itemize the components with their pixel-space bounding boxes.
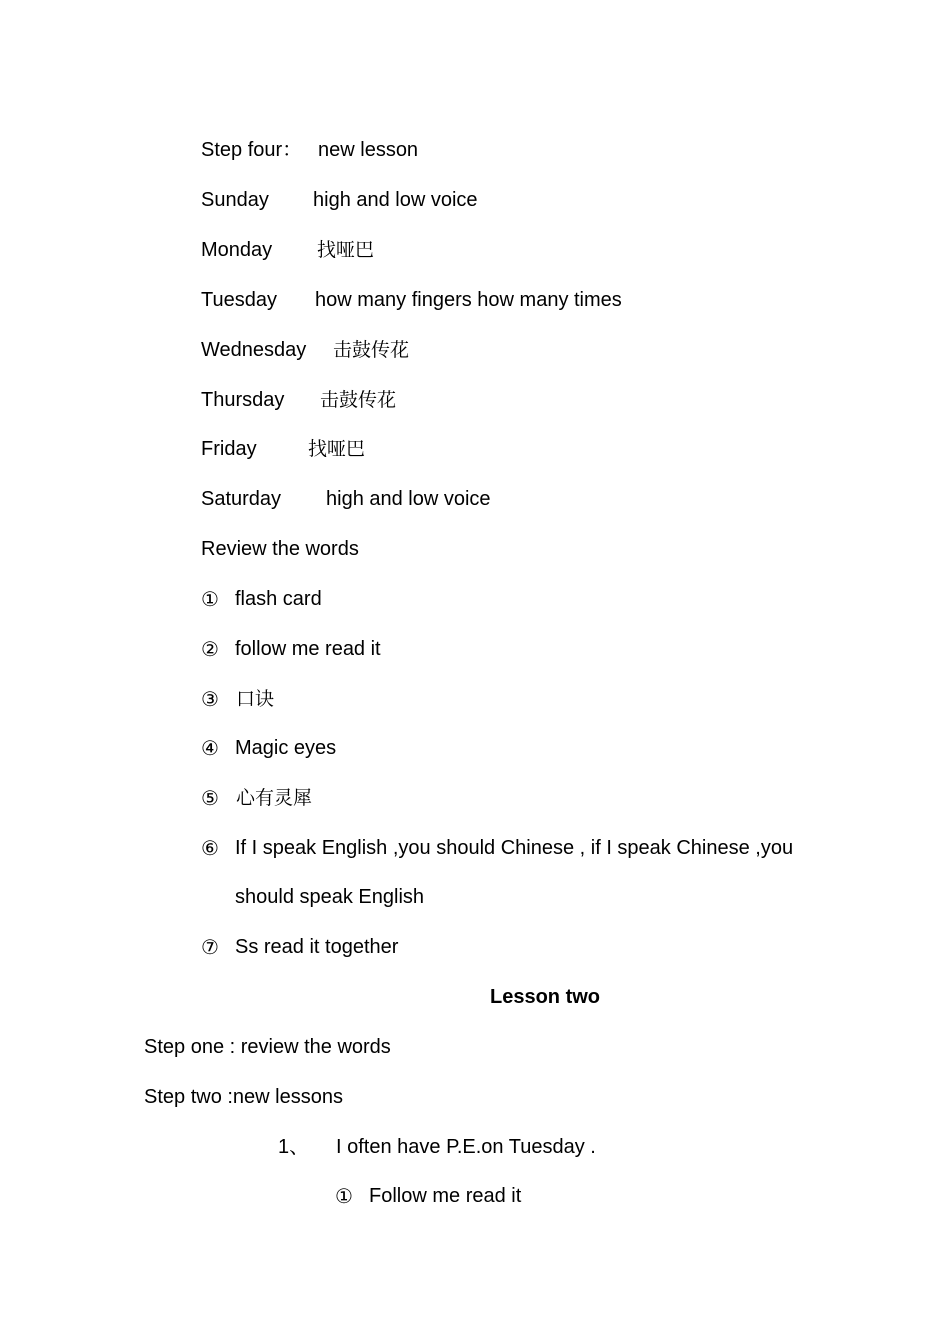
- day-activity: 找哑巴: [308, 438, 366, 460]
- list-item: 心有灵犀: [236, 787, 313, 809]
- list-item: If I speak English ,you should Chinese , if I speak Chinese ,you: [235, 837, 794, 859]
- day-activity: 找哑巴: [317, 239, 375, 261]
- day-label: Thursday: [201, 389, 285, 411]
- list-marker: ⑤: [201, 786, 219, 810]
- review-heading: Review the words: [201, 538, 359, 560]
- list-item: Magic eyes: [235, 737, 337, 759]
- list-item: 口诀: [236, 688, 275, 710]
- day-activity: 击鼓传花: [320, 389, 397, 411]
- day-label: Monday: [201, 239, 273, 261]
- step-four-label: Step four：: [201, 139, 303, 161]
- list-marker: ②: [201, 637, 219, 661]
- list-marker: ③: [201, 687, 219, 711]
- step-one: Step one : review the words: [144, 1036, 391, 1058]
- day-activity: high and low voice: [313, 189, 478, 211]
- list-marker: ①: [335, 1184, 353, 1208]
- list-marker: ⑦: [201, 935, 219, 959]
- list-item: flash card: [235, 588, 322, 610]
- step-two: Step two :new lessons: [144, 1086, 343, 1108]
- day-activity: how many fingers how many times: [315, 289, 622, 311]
- list-marker: ⑥: [201, 836, 219, 860]
- day-activity: high and low voice: [326, 488, 491, 510]
- list-item: follow me read it: [235, 638, 381, 660]
- list-item: Ss read it together: [235, 936, 399, 958]
- list-marker: ④: [201, 736, 219, 760]
- step-four-value: new lesson: [318, 139, 419, 161]
- list-item-continuation: should speak English: [235, 886, 425, 908]
- day-label: Tuesday: [201, 289, 277, 311]
- day-label: Friday: [201, 438, 257, 460]
- day-label: Sunday: [201, 189, 269, 211]
- sub-item-number: 1、: [278, 1136, 310, 1158]
- list-marker: ①: [201, 587, 219, 611]
- day-label: Wednesday: [201, 339, 307, 361]
- list-item: Follow me read it: [369, 1185, 522, 1207]
- section-title: Lesson two: [490, 986, 601, 1008]
- day-label: Saturday: [201, 488, 282, 510]
- sub-item-text: I often have P.E.on Tuesday .: [336, 1136, 596, 1158]
- day-activity: 击鼓传花: [333, 339, 410, 361]
